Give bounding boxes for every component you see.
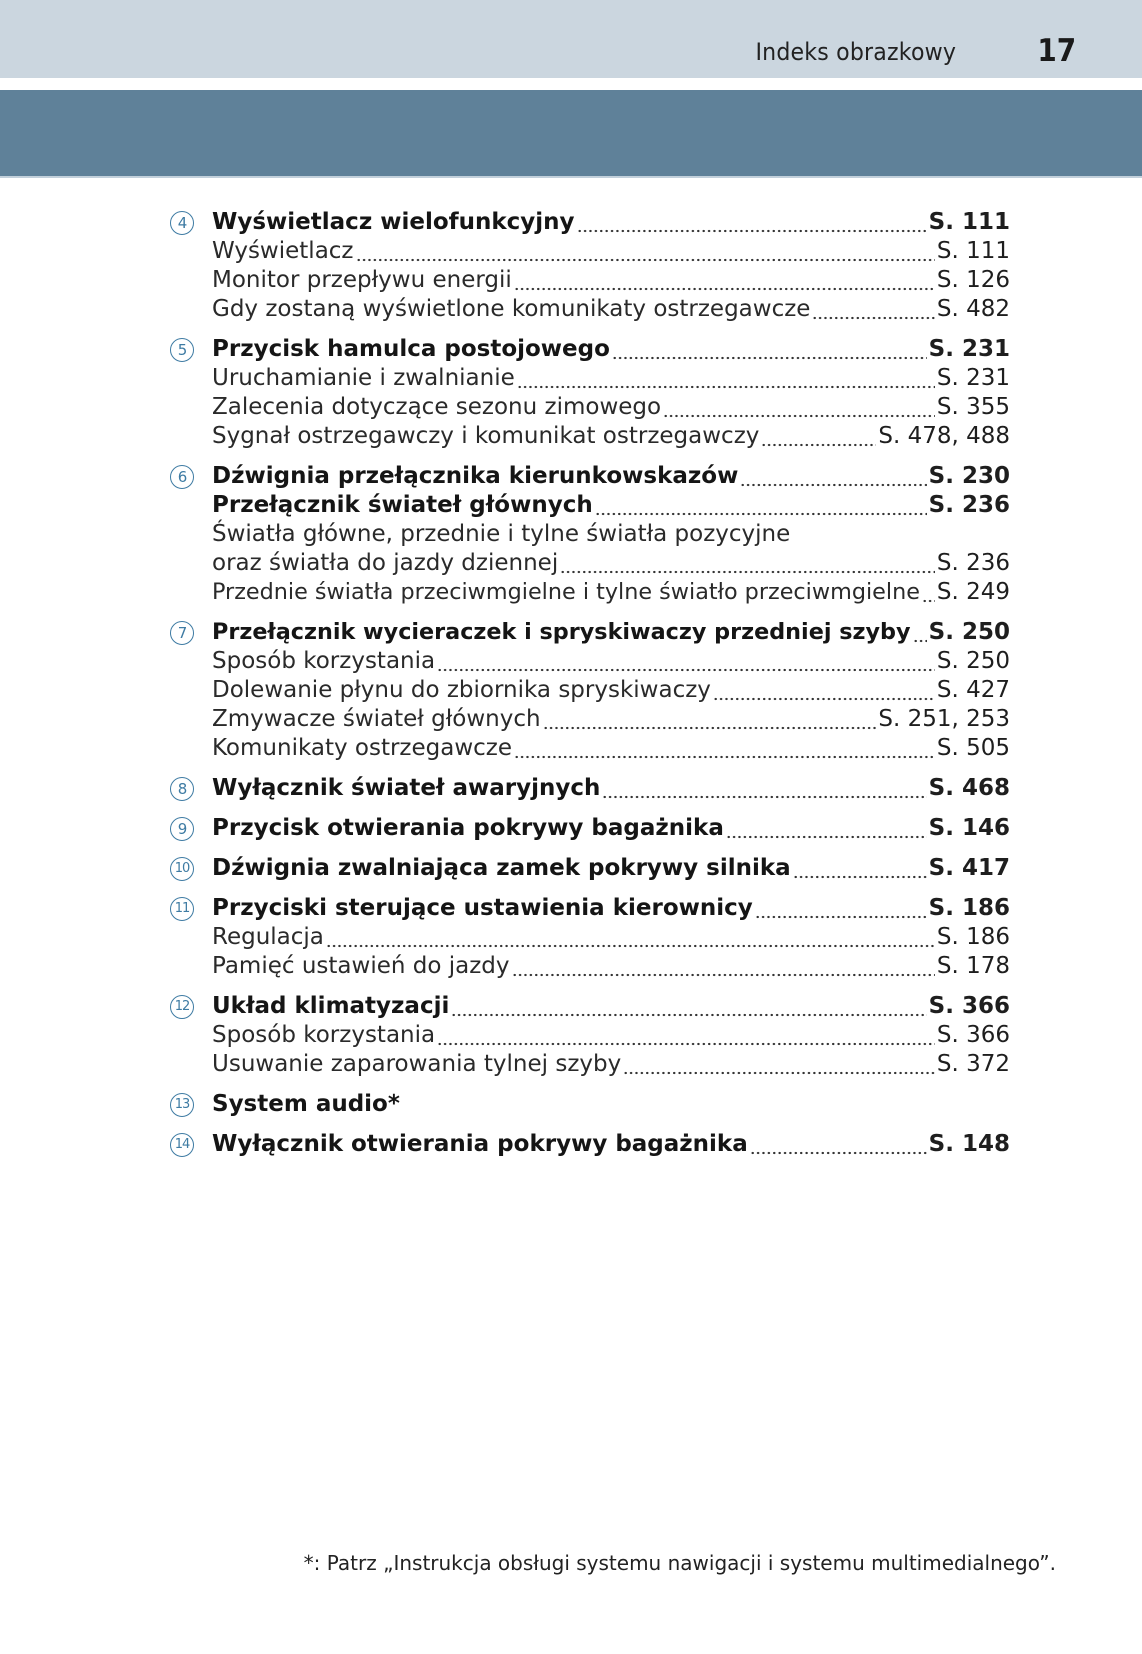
index-entry-11 — [170, 894, 1010, 981]
entry-label: Uruchamianie i zwalnianie — [212, 365, 515, 391]
index-heading-row[interactable] — [170, 335, 1010, 364]
entry-label: Sposób korzystania — [212, 648, 436, 674]
dot-leader — [922, 578, 935, 607]
entry-label: Regulacja — [212, 924, 324, 950]
dot-leader — [514, 734, 935, 763]
entry-label: Światła główne, przednie i tylne światła pozycyjne — [212, 521, 791, 547]
entry-label: Wyświetlacz — [212, 238, 354, 264]
page-reference-link[interactable]: S. 126 — [936, 267, 1010, 293]
circled-number-icon: 10 — [170, 857, 194, 881]
index-subitem-row[interactable] — [170, 734, 1010, 763]
page-reference-link[interactable]: S. 178 — [936, 953, 1010, 979]
index-subitem-row[interactable] — [170, 952, 1010, 981]
dot-leader — [612, 335, 927, 364]
page-reference-link[interactable]: S. 148 — [928, 1131, 1010, 1157]
entry-label: Monitor przepływu energii — [212, 267, 512, 293]
page-number: 17 — [1037, 33, 1076, 69]
dot-leader — [623, 1050, 935, 1079]
page-reference-link[interactable]: S. 366 — [928, 993, 1010, 1019]
dot-leader — [437, 647, 935, 676]
dot-leader — [437, 1021, 935, 1050]
entry-label: Gdy zostaną wyświetlone komunikaty ostrzegawcze — [212, 296, 811, 322]
dot-leader — [517, 364, 935, 393]
entry-label: Wyłącznik świateł awaryjnych — [212, 775, 601, 801]
entry-label: Wyłącznik otwierania pokrywy bagażnika — [212, 1131, 748, 1157]
index-entry-12 — [170, 992, 1010, 1079]
index-entry-14 — [170, 1130, 1010, 1159]
index-heading-row[interactable] — [170, 491, 1010, 520]
page-reference-link[interactable]: S. 427 — [936, 677, 1010, 703]
dot-leader — [755, 894, 927, 923]
entry-label: Dźwignia przełącznika kierunkowskazów — [212, 463, 739, 489]
circled-number-icon: 9 — [170, 817, 194, 841]
entry-label: Układ klimatyzacji — [212, 993, 450, 1019]
entry-label: Dźwignia zwalniająca zamek pokrywy silnika — [212, 855, 791, 881]
entry-label: Przełącznik świateł głównych — [212, 492, 593, 518]
index-subitem-row[interactable] — [170, 520, 1010, 549]
dot-leader — [740, 462, 926, 491]
entry-label: Zalecenia dotyczące sezonu zimowego — [212, 394, 662, 420]
index-subitem-row[interactable] — [170, 647, 1010, 676]
entry-label: Sygnał ostrzegawczy i komunikat ostrzegawczy — [212, 423, 760, 449]
index-entry-6 — [170, 462, 1010, 607]
circled-number-icon: 12 — [170, 995, 194, 1019]
circled-number-icon: 6 — [170, 465, 194, 489]
dot-leader — [750, 1130, 927, 1159]
entry-label: Zmywacze świateł głównych — [212, 706, 541, 732]
footnote: *: Patrz „Instrukcja obsługi systemu nawigacji i systemu multimedialnego”. — [303, 1551, 1056, 1575]
index-heading-row[interactable] — [170, 774, 1010, 803]
index-subitem-row[interactable] — [170, 676, 1010, 705]
circled-number-icon: 14 — [170, 1133, 194, 1157]
page-reference-link[interactable]: S. 236 — [928, 492, 1010, 518]
page-reference-link[interactable]: S. 236 — [936, 550, 1010, 576]
dot-leader — [577, 208, 927, 237]
index-subitem-row[interactable] — [170, 393, 1010, 422]
index-subitem-row[interactable] — [170, 266, 1010, 295]
page-reference-link[interactable]: S. 186 — [928, 895, 1010, 921]
index-heading-row[interactable] — [170, 854, 1010, 883]
dot-leader — [663, 393, 935, 422]
page-reference-link[interactable]: S. 372 — [936, 1051, 1010, 1077]
index-subitem-row[interactable] — [170, 1021, 1010, 1050]
index-subitem-row[interactable] — [170, 422, 1010, 451]
index-subitem-row[interactable] — [170, 1050, 1010, 1079]
page-reference-link[interactable]: S. 250 — [928, 619, 1010, 645]
dot-leader — [560, 549, 935, 578]
circled-number-icon: 5 — [170, 338, 194, 362]
dot-leader — [356, 237, 935, 266]
entry-label: Pamięć ustawień do jazdy — [212, 953, 510, 979]
index-subitem-row[interactable] — [170, 578, 1010, 607]
entry-label: Wyświetlacz wielofunkcyjny — [212, 209, 575, 235]
entry-label: System audio* — [212, 1091, 400, 1117]
circled-number-icon: 4 — [170, 211, 194, 235]
index-entry-7 — [170, 618, 1010, 763]
entry-label: Przednie światła przeciwmgielne i tylne światło przeciwmgielne — [212, 579, 920, 605]
dot-leader — [913, 618, 927, 647]
entry-label: Przełącznik wycieraczek i spryskiwaczy przedniej szyby — [212, 619, 911, 645]
page-reference-link[interactable]: S. 355 — [936, 394, 1010, 420]
index-entry-5 — [170, 335, 1010, 451]
section-title: Indeks obrazkowy — [755, 38, 956, 66]
dot-leader — [793, 854, 927, 883]
entry-label: Komunikaty ostrzegawcze — [212, 735, 513, 761]
index-subitem-row[interactable] — [170, 705, 1010, 734]
page-reference-link[interactable]: S. 186 — [936, 924, 1010, 950]
entry-label: Dolewanie płynu do zbiornika spryskiwaczy — [212, 677, 711, 703]
page-reference-link[interactable]: S. 230 — [928, 463, 1010, 489]
entry-label: Przycisk hamulca postojowego — [212, 336, 610, 362]
index-heading-row[interactable] — [170, 462, 1010, 491]
index-entry-8 — [170, 774, 1010, 803]
page-reference-link[interactable]: S. 505 — [936, 735, 1010, 761]
picture-index-list — [170, 208, 1010, 1170]
page-reference-link[interactable]: S. 249 — [936, 579, 1010, 605]
dot-leader — [602, 774, 926, 803]
page-reference-link[interactable]: S. 250 — [936, 648, 1010, 674]
page-reference-link[interactable]: S. 231 — [928, 336, 1010, 362]
index-heading-row[interactable] — [170, 894, 1010, 923]
index-heading-row[interactable] — [170, 1130, 1010, 1159]
page-reference-link[interactable]: S. 478, 488 — [878, 423, 1010, 449]
page-reference-link[interactable]: S. 111 — [928, 209, 1010, 235]
entry-label: Przycisk otwierania pokrywy bagażnika — [212, 815, 724, 841]
index-heading-row[interactable] — [170, 992, 1010, 1021]
circled-number-icon: 7 — [170, 621, 194, 645]
dot-leader — [812, 295, 934, 324]
dot-leader — [761, 422, 876, 451]
page-reference-link[interactable]: S. 251, 253 — [878, 706, 1010, 732]
dot-leader — [726, 814, 927, 843]
index-entry-4 — [170, 208, 1010, 324]
entry-label: Przyciski sterujące ustawienia kierownicy — [212, 895, 753, 921]
dot-leader — [514, 266, 935, 295]
dot-leader — [543, 705, 877, 734]
page-reference-link[interactable]: S. 482 — [936, 296, 1010, 322]
index-subitem-row[interactable] — [170, 237, 1010, 266]
dot-leader — [326, 923, 935, 952]
circled-number-icon: 13 — [170, 1093, 194, 1117]
circled-number-icon: 8 — [170, 777, 194, 801]
page-reference-link[interactable]: S. 111 — [936, 238, 1010, 264]
page-reference-link[interactable]: S. 468 — [928, 775, 1010, 801]
index-entry-13 — [170, 1090, 1010, 1119]
entry-label: Usuwanie zaparowania tylnej szyby — [212, 1051, 622, 1077]
entry-label: Sposób korzystania — [212, 1022, 436, 1048]
dot-leader — [713, 676, 935, 705]
header-band — [0, 0, 1142, 78]
page-reference-link[interactable]: S. 231 — [936, 365, 1010, 391]
index-subitem-row[interactable] — [170, 295, 1010, 324]
index-subitem-row[interactable] — [170, 364, 1010, 393]
dot-leader — [595, 491, 927, 520]
index-entry-9 — [170, 814, 1010, 843]
page-reference-link[interactable]: S. 366 — [936, 1022, 1010, 1048]
page-reference-link[interactable]: S. 417 — [928, 855, 1010, 881]
index-heading-row[interactable] — [170, 208, 1010, 237]
index-heading-row[interactable] — [170, 1090, 1010, 1119]
index-subitem-row[interactable] — [170, 923, 1010, 952]
page-reference-link[interactable]: S. 146 — [928, 815, 1010, 841]
dot-leader — [451, 992, 926, 1021]
entry-label: oraz światła do jazdy dziennej — [212, 550, 559, 576]
dot-leader — [512, 952, 935, 981]
circled-number-icon: 11 — [170, 897, 194, 921]
decorative-blue-band — [0, 90, 1142, 178]
index-heading-row[interactable] — [170, 618, 1010, 647]
index-subitem-row[interactable] — [170, 549, 1010, 578]
index-heading-row[interactable] — [170, 814, 1010, 843]
index-entry-10 — [170, 854, 1010, 883]
